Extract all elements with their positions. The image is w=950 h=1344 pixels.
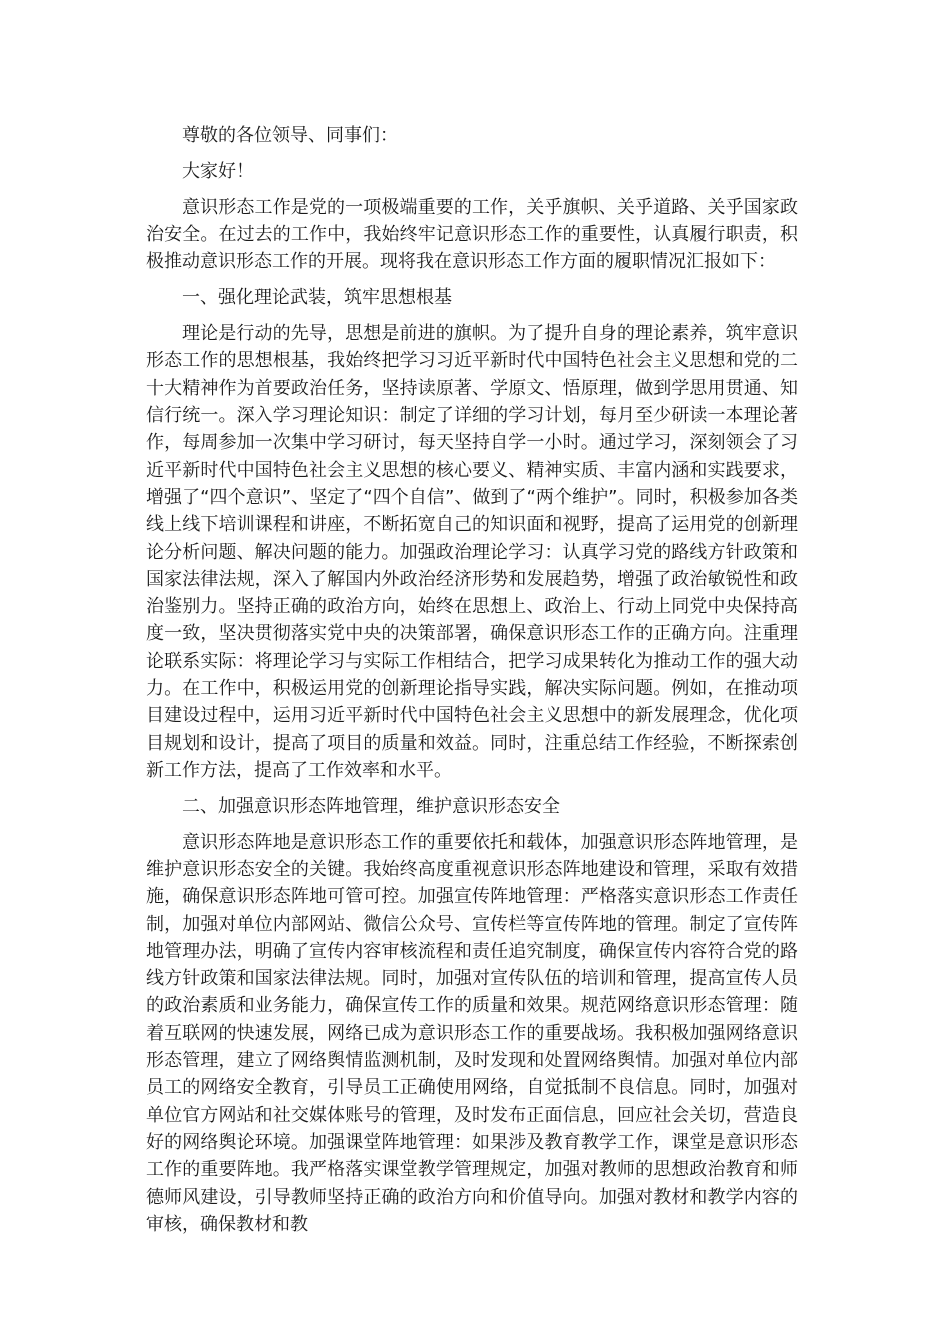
intro-paragraph: 意识形态工作是党的一项极端重要的工作，关乎旗帜、关乎道路、关乎国家政治安全。在过去的工作中，我始终牢记意识形态工作的重要性，认真履行职责，积极推动意识形态工作的开展。现将我在意识形态工作方面的履职情况汇报如下： <box>146 196 798 273</box>
salutation: 尊敬的各位领导、同事们： <box>182 125 398 146</box>
section-1-paragraph: 理论是行动的先导，思想是前进的旗帜。为了提升自身的理论素养，筑牢意识形态工作的思想根基，我始终把学习习近平新时代中国特色社会主义思想和党的二十大精神作为首要政治任务，坚持读原著、学原文、悟原理，做到学思用贯通、知信行统一。深入学习理论知识：制定了详细的学习计划，每月至少研读一本理论著作，每周参加一次集中学习研讨，每天坚持自学一小时。通过学习，深刻领会了习近平新时代中国特色社会主义思想的核心要义、精神实质、丰富内涵和实践要求，增强了“四个意识”、坚定了“四个自信”、做到了“两个维护”。同时，积极参加各类线上线下培训课程和讲座，不断拓宽自己的知识面和视野，提高了运用党的创新理论分析问题、解决问题的能力。加强政治理论学习：认真学习党的路线方针政策和国家法律法规，深入了解国内外政治经济形势和发展趋势，增强了政治敏锐性和政治鉴别力。坚持正确的政治方向，始终在思想上、政治上、行动上同党中央保持高度一致，坚决贯彻落实党中央的决策部署，确保意识形态工作的正确方向。注重理论联系实际：将理论学习与实际工作相结合，把学习成果转化为推动工作的强大动力。在工作中，积极运用党的创新理论指导实践，解决实际问题。例如，在推动项目建设过程中，运用习近平新时代中国特色社会主义思想中的新发展理念，优化项目规划和设计，提高了项目的质量和效益。同时，注重总结工作经验，不断探索创新工作方法，提高了工作效率和水平。 <box>146 323 798 781</box>
section-2-heading: 二、加强意识形态阵地管理，维护意识形态安全 <box>182 795 560 817</box>
document-body <box>146 122 798 1247</box>
greeting: 大家好！ <box>182 160 254 182</box>
section-2-paragraph: 意识形态阵地是意识形态工作的重要依托和载体，加强意识形态阵地管理，是维护意识形态安全的关键。我始终高度重视意识形态阵地建设和管理，采取有效措施，确保意识形态阵地可管可控。加强宣传阵地管理：严格落实意识形态工作责任制，加强对单位内部网站、微信公众号、宣传栏等宣传阵地的管理。制定了宣传阵地管理办法，明确了宣传内容审核流程和责任追究制度，确保宣传内容符合党的路线方针政策和国家法律法规。同时，加强对宣传队伍的培训和管理，提高宣传人员的政治素质和业务能力，确保宣传工作的质量和效果。规范网络意识形态管理：随着互联网的快速发展，网络已成为意识形态工作的重要战场。我积极加强网络意识形态管理，建立了网络舆情监测机制，及时发现和处置网络舆情。加强对单位内部员工的网络安全教育，引导员工正确使用网络，自觉抵制不良信息。同时，加强对单位官方网站和社交媒体账号的管理，及时发布正面信息，回应社会关切，营造良好的网络舆论环境。加强课堂阵地管理：如果涉及教育教学工作，课堂是意识形态工作的重要阵地。我严格落实课堂教学管理规定，加强对教师的思想政治教育和师德师风建设，引导教师坚持正确的政治方向和价值导向。加强对教材和教学内容的审核，确保教材和教 <box>146 831 798 1235</box>
section-1-heading: 一、强化理论武装，筑牢思想根基 <box>182 287 452 309</box>
